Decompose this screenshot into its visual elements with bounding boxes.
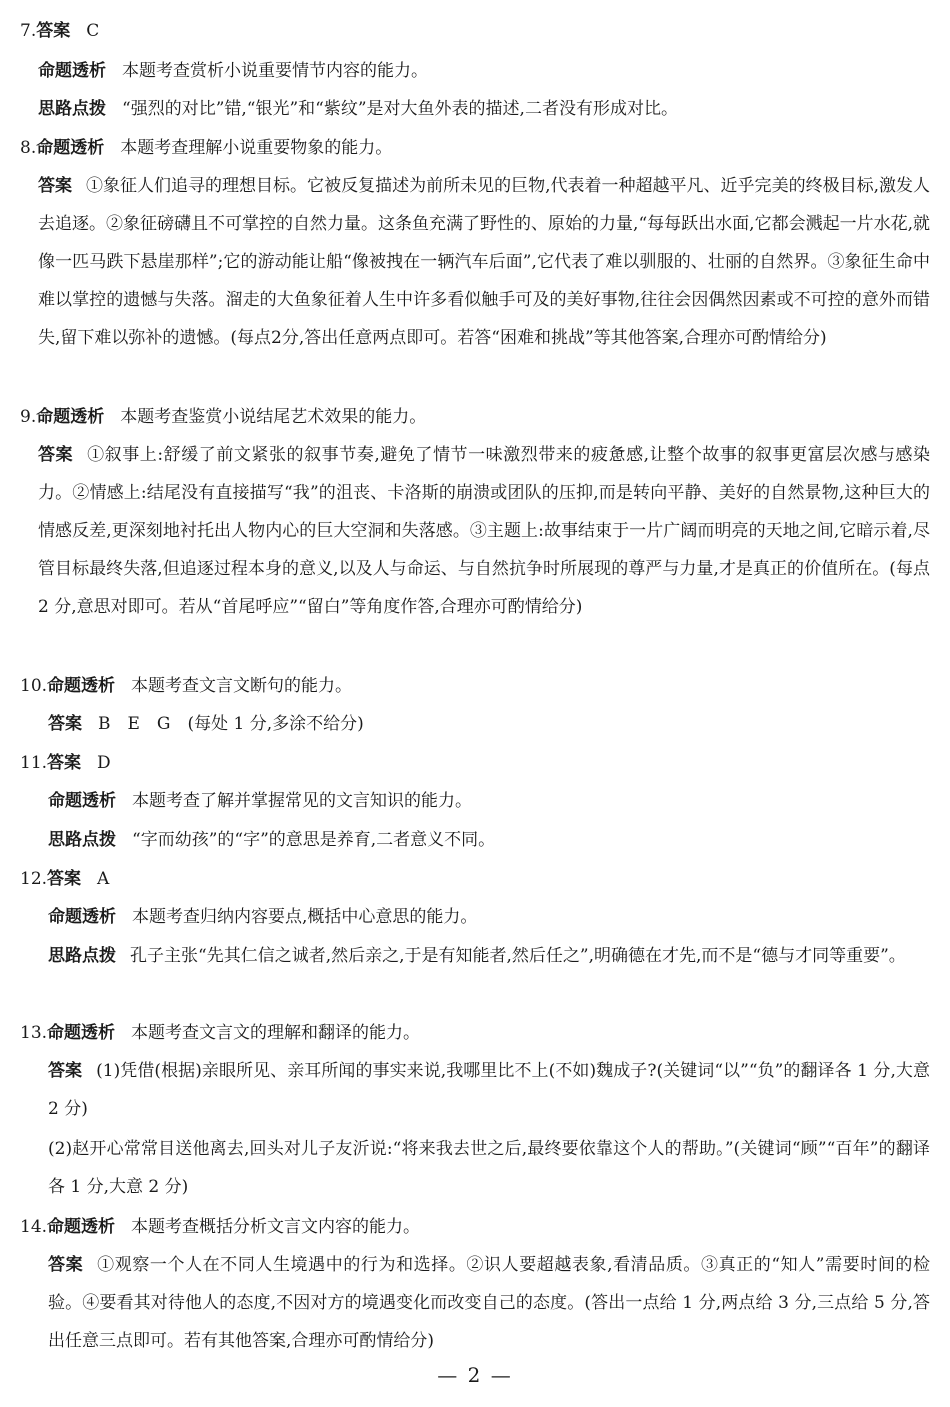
answer-text: B E G (每处 1 分,多涂不给分) [98,714,364,734]
answer-label: 答案 [47,869,82,889]
q13-answer2-paragraph [48,1130,930,1206]
answer-label: 答案 [48,1255,84,1275]
q14-answer-paragraph [48,1246,930,1360]
answer-label: 答案 [36,21,71,41]
hint-label: 思路点拨 [48,830,116,850]
answer-text: D [97,753,111,773]
q7-answer-line [20,12,99,50]
question-number: 9. [20,407,37,427]
q12-hint-paragraph [48,937,930,975]
intent-text: 本题考查鉴赏小说结尾艺术效果的能力。 [120,407,427,427]
intent-text: 本题考查文言文的理解和翻译的能力。 [131,1023,421,1043]
intent-text: 本题考查赏析小说重要情节内容的能力。 [122,61,428,81]
answer-text: ①叙事上:舒缓了前文紧张的叙事节奏,避免了情节一味激烈带来的疲惫感,让整个故事的叙事更富层次感与感染力。②情感上:结尾没有直接描写“我”的沮丧、卡洛斯的崩溃或团队的压抑,而是转向平静、美好的自然景物,这种巨大的情感反差,更深刻地衬托出人物内心的巨大空洞和失落感。③主题上:故事结束于一片广阔而明亮的天地之间,它暗示着,尽管目标最终失落,但追逐过程本身的意义,以及人与命运、与自然抗争时所展现的尊严与力量,才是真正的价值所在。(每点 2 分,意思对即可。若从“首尾呼应”“留白”等角度作答,合理亦可酌情给分) [38,445,930,617]
answer-text: ①观察一个人在不同人生境遇中的行为和选择。②识人要超越表象,看清品质。③真正的“知人”需要时间的检验。④要看其对待他人的态度,不因对方的境遇变化而改变自己的态度。(答出一点给 1 分,两点给 3 分,三点给 5 分,答出任意三点即可。若有其他答案,合理亦可酌情给分) [48,1255,930,1351]
intent-label: 命题透析 [36,407,105,427]
q13-intent-line [20,1014,420,1052]
intent-label: 命题透析 [48,791,116,811]
hint-text: “强烈的对比”错,“银光”和“紫纹”是对大鱼外表的描述,二者没有形成对比。 [122,99,678,119]
q8-intent-line [20,129,392,167]
answer-label: 答案 [48,714,82,734]
hint-label: 思路点拨 [38,99,106,119]
q13-answer1-paragraph [48,1052,930,1128]
page-number: — 2 — [437,1363,513,1387]
intent-label: 命题透析 [36,138,105,158]
question-number: 8. [20,138,37,158]
intent-label: 命题透析 [48,907,116,927]
question-number: 10. [20,676,48,696]
question-number: 12. [20,869,48,889]
answer-text: (1)凭借(根据)亲眼所见、亲耳所闻的事实来说,我哪里比不上(不如)魏成子?(关键词“以”“负”的翻译各 1 分,大意 2 分) [48,1061,930,1119]
question-number: 14. [20,1217,48,1237]
intent-text: 本题考查文言文断句的能力。 [131,676,353,696]
q9-answer-paragraph [38,436,930,626]
intent-label: 命题透析 [47,676,116,696]
intent-text: 本题考查概括分析文言文内容的能力。 [131,1217,421,1237]
q8-answer-paragraph [38,167,930,357]
intent-text: 本题考查了解并掌握常见的文言知识的能力。 [132,791,472,811]
intent-label: 命题透析 [38,61,106,81]
answer-label: 答案 [38,445,74,465]
answer-text: (2)赵开心常常目送他离去,回头对儿子友沂说:“将来我去世之后,最终要依靠这个人的帮助。”(关键词“顾”“百年”的翻译各 1 分,大意 2 分) [48,1139,930,1197]
q10-intent-line [20,667,352,705]
intent-label: 命题透析 [47,1023,116,1043]
q7-intent-line [38,52,428,90]
hint-text: “字而幼孩”的“字”的意思是养育,二者意义不同。 [132,830,496,850]
q14-intent-line [20,1208,420,1246]
hint-label: 思路点拨 [48,946,116,966]
answer-text: ①象征人们追寻的理想目标。它被反复描述为前所未见的巨物,代表着一种超越平凡、近乎完美的终极目标,激发人去追逐。②象征磅礴且不可掌控的自然力量。这条鱼充满了野性的、原始的力量,“每每跃出水面,它都会溅起一片水花,就像一匹马跌下悬崖那样”;它的游动能让船“像被拽在一辆汽车后面”,它代表了难以驯服的、壮丽的自然界。③象征生命中难以掌控的遗憾与失落。溜走的大鱼象征着人生中许多看似触手可及的美好事物,往往会因偶然因素或不可控的意外而错失,留下难以弥补的遗憾。(每点2分,答出任意两点即可。若答“困难和挑战”等其他答案,合理亦可酌情给分) [38,176,931,348]
q12-answer-line [20,860,109,898]
q12-intent-line [48,898,477,936]
q7-hint-line [38,90,678,128]
intent-label: 命题透析 [47,1217,116,1237]
answer-text: C [86,21,100,41]
question-number: 7. [20,21,37,41]
intent-text: 本题考查理解小说重要物象的能力。 [120,138,393,158]
answer-label: 答案 [48,1061,83,1081]
answer-label: 答案 [38,176,73,196]
q9-intent-line [20,398,426,436]
answer-text: A [97,869,110,889]
answer-label: 答案 [47,753,82,773]
intent-text: 本题考查归纳内容要点,概括中心意思的能力。 [132,907,478,927]
q11-intent-line [48,782,472,820]
question-number: 13. [20,1023,48,1043]
q11-answer-line [20,744,111,782]
question-number: 11. [20,753,48,773]
q11-hint-line [48,821,495,859]
hint-text: 孔子主张“先其仁信之诚者,然后亲之,于是有知能者,然后任之”,明确德在才先,而不是“德与才同等重要”。 [130,946,906,966]
q10-answer-line [48,705,364,743]
